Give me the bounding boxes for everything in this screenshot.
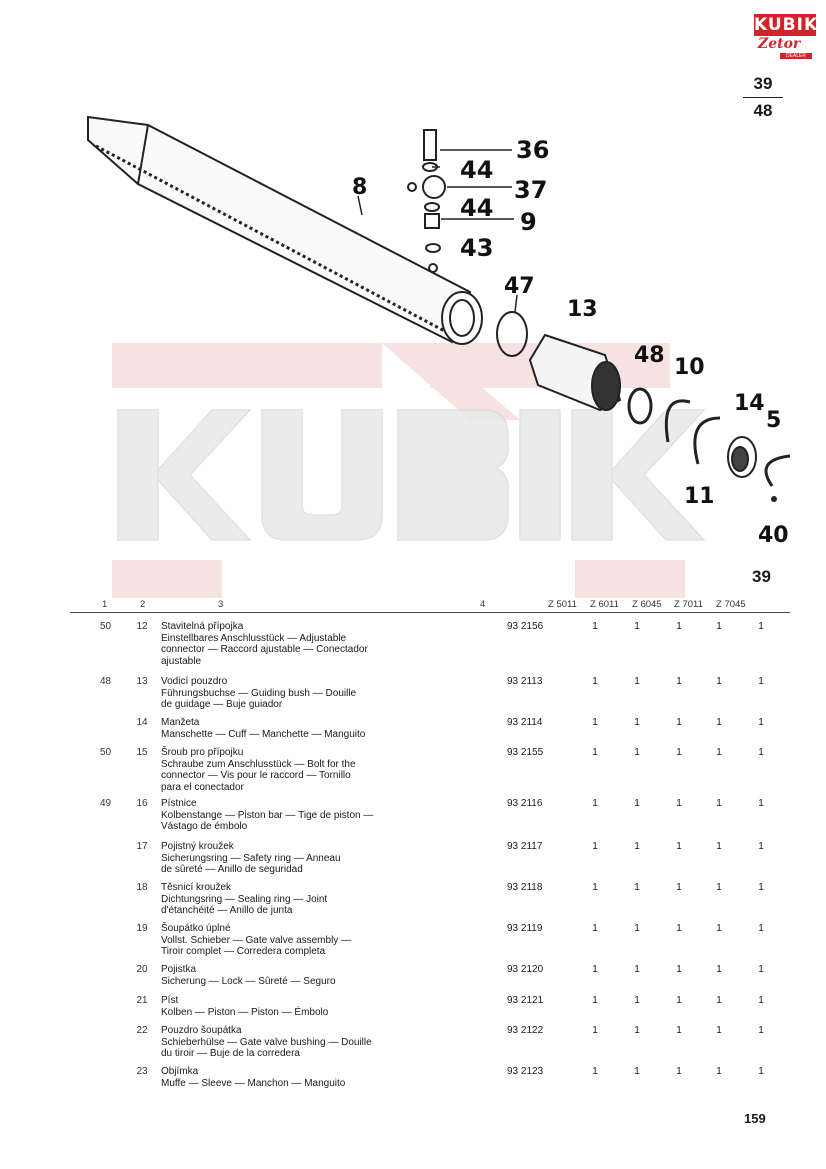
fraction-denominator: 48 xyxy=(753,101,773,120)
callout-48: 48 xyxy=(634,343,665,368)
description-translation: d'étanchéité — Anillo de junta xyxy=(161,905,293,916)
callout-10: 10 xyxy=(674,355,705,380)
col-header-model-4: Z 7011 xyxy=(674,599,703,610)
callout-13: 13 xyxy=(567,297,598,322)
logo-name: KUBIK xyxy=(754,15,819,35)
callout-14: 14 xyxy=(734,391,765,416)
row-qty-model-4: 1 xyxy=(716,995,722,1006)
row-qty-model-4: 1 xyxy=(716,841,722,852)
description-translation: Schraube zum Anschlusstück — Bolt for the xyxy=(161,758,356,770)
description-czech: Těsnicí kroužek xyxy=(161,882,232,893)
row-qty-model-2: 1 xyxy=(634,995,640,1006)
description-translation: Dichtungsring — Sealing ring — Joint xyxy=(161,893,328,905)
col-header-model-3: Z 6045 xyxy=(632,599,662,610)
row-qty-model-5: 1 xyxy=(758,923,764,934)
description-czech: Šoupátko úplné xyxy=(161,923,231,934)
description-translation: du tiroir — Buje de la corredera xyxy=(161,1048,300,1059)
row-qty-model-3: 1 xyxy=(676,676,682,687)
description-translation: connector — Vis pour le raccord — Tornillo xyxy=(161,770,351,781)
row-qty-model-4: 1 xyxy=(716,676,722,687)
callout-8: 8 xyxy=(352,175,368,200)
row-description xyxy=(161,717,431,740)
row-description xyxy=(161,995,431,1018)
row-qty-model-4: 1 xyxy=(716,882,722,893)
row-index: 17 xyxy=(136,841,148,852)
row-qty-model-5: 1 xyxy=(758,717,764,728)
row-qty-model-2: 1 xyxy=(634,798,640,809)
callout-47: 47 xyxy=(504,274,535,299)
row-pos: 49 xyxy=(100,798,112,809)
row-qty-model-1: 1 xyxy=(592,798,598,809)
callout-40: 40 xyxy=(758,523,789,548)
row-description xyxy=(161,676,431,711)
row-qty-model-5: 1 xyxy=(758,621,764,632)
description-translation: Kolben — Piston — Piston — Émbolo xyxy=(161,1006,329,1018)
row-qty-model-1: 1 xyxy=(592,717,598,728)
description-czech: Objímka xyxy=(161,1066,199,1077)
row-part-number: 93 2155 xyxy=(507,747,544,758)
section-number: 39 xyxy=(752,567,771,586)
row-description xyxy=(161,1025,431,1060)
banjo-bolt-group xyxy=(408,130,445,252)
row-qty-model-2: 1 xyxy=(634,747,640,758)
description-translation: Einstellbares Anschlusstück — Adjustable xyxy=(161,632,347,644)
row-qty-model-3: 1 xyxy=(676,621,682,632)
row-part-number: 93 2116 xyxy=(507,798,543,809)
row-qty-model-3: 1 xyxy=(676,798,682,809)
row-pos: 50 xyxy=(100,621,112,632)
description-translation: Führungsbuchse — Guiding bush — Douille xyxy=(161,687,357,699)
row-pos: 50 xyxy=(100,747,112,758)
row-qty-model-2: 1 xyxy=(634,882,640,893)
row-qty-model-2: 1 xyxy=(634,841,640,852)
row-description xyxy=(161,841,431,876)
row-description xyxy=(161,747,431,793)
row-index: 19 xyxy=(136,923,148,934)
row-qty-model-2: 1 xyxy=(634,621,640,632)
row-part-number: 93 2122 xyxy=(507,1025,544,1036)
row-description xyxy=(161,798,431,833)
row-qty-model-5: 1 xyxy=(758,1025,764,1036)
row-qty-model-4: 1 xyxy=(716,798,722,809)
row-index: 21 xyxy=(136,995,148,1006)
row-qty-model-5: 1 xyxy=(758,1066,764,1077)
description-czech: Píst xyxy=(161,995,179,1006)
row-qty-model-4: 1 xyxy=(716,717,722,728)
description-translation: ajustable xyxy=(161,655,202,667)
col-header-model-1: Z 5011 xyxy=(548,599,577,610)
logo-tag: DEALER xyxy=(780,53,812,59)
description-translation: Sicherungsring — Safety ring — Anneau xyxy=(161,852,341,864)
row-qty-model-4: 1 xyxy=(716,747,722,758)
header-rule xyxy=(70,612,790,613)
row-index: 13 xyxy=(136,676,148,687)
row-qty-model-1: 1 xyxy=(592,841,598,852)
description-translation: Manschette — Cuff — Manchette — Manguito xyxy=(161,728,366,740)
description-czech: Stavitelná přípojka xyxy=(161,621,244,632)
callout-9: 9 xyxy=(520,208,537,236)
row-qty-model-3: 1 xyxy=(676,747,682,758)
row-index: 14 xyxy=(136,717,148,728)
row-qty-model-5: 1 xyxy=(758,995,764,1006)
row-qty-model-3: 1 xyxy=(676,1066,682,1077)
row-index: 18 xyxy=(136,882,148,893)
row-index: 15 xyxy=(136,747,148,758)
row-part-number: 93 2119 xyxy=(507,923,543,934)
callout-44-b: 44 xyxy=(460,194,494,222)
col-header-model-2: Z 6011 xyxy=(590,599,619,610)
row-part-number: 93 2113 xyxy=(507,676,543,687)
col-header-4: 4 xyxy=(480,599,486,610)
row-qty-model-2: 1 xyxy=(634,1025,640,1036)
col-header-1: 1 xyxy=(102,599,108,610)
row-index: 12 xyxy=(136,621,148,632)
row-qty-model-1: 1 xyxy=(592,1066,598,1077)
row-index: 20 xyxy=(136,964,148,975)
row-qty-model-3: 1 xyxy=(676,841,682,852)
row-qty-model-2: 1 xyxy=(634,676,640,687)
description-translation: Kolbenstange — Piston bar — Tige de piston — xyxy=(161,809,374,821)
row-index: 23 xyxy=(136,1066,148,1077)
description-czech: Pouzdro šoupátka xyxy=(161,1025,242,1036)
callout-43: 43 xyxy=(460,234,494,262)
row-qty-model-1: 1 xyxy=(592,676,598,687)
description-translation: Muffe — Sleeve — Manchon — Manguito xyxy=(161,1077,346,1089)
page-number: 159 xyxy=(744,1111,766,1126)
row-part-number: 93 2123 xyxy=(507,1066,544,1077)
description-czech: Manžeta xyxy=(161,717,200,728)
row-description xyxy=(161,964,431,987)
row-qty-model-4: 1 xyxy=(716,923,722,934)
row-qty-model-2: 1 xyxy=(634,1066,640,1077)
row-qty-model-4: 1 xyxy=(716,964,722,975)
row-part-number: 93 2120 xyxy=(507,964,544,975)
row-qty-model-5: 1 xyxy=(758,676,764,687)
description-czech: Pojistka xyxy=(161,964,197,975)
col-header-model-5: Z 7045 xyxy=(716,599,746,610)
row-qty-model-3: 1 xyxy=(676,995,682,1006)
row-part-number: 93 2114 xyxy=(507,717,543,728)
row-qty-model-3: 1 xyxy=(676,964,682,975)
row-qty-model-1: 1 xyxy=(592,995,598,1006)
row-qty-model-4: 1 xyxy=(716,621,722,632)
row-part-number: 93 2117 xyxy=(507,841,543,852)
row-qty-model-2: 1 xyxy=(634,717,640,728)
fraction-numerator: 39 xyxy=(753,74,773,93)
row-qty-model-1: 1 xyxy=(592,882,598,893)
cylinder-tube xyxy=(88,117,482,344)
description-translation: Vollst. Schieber — Gate valve assembly — xyxy=(161,934,352,946)
row-qty-model-2: 1 xyxy=(634,923,640,934)
row-part-number: 93 2118 xyxy=(507,882,543,893)
row-qty-model-3: 1 xyxy=(676,882,682,893)
description-translation: para el conectador xyxy=(161,781,244,793)
row-qty-model-1: 1 xyxy=(592,923,598,934)
cuff xyxy=(728,437,756,477)
row-description xyxy=(161,882,431,917)
description-translation: connector — Raccord ajustable — Conectador xyxy=(161,644,368,655)
row-qty-model-4: 1 xyxy=(716,1025,722,1036)
callout-44: 44 xyxy=(460,156,494,184)
diagram-callouts xyxy=(352,136,789,548)
col-header-3: 3 xyxy=(218,599,224,610)
row-qty-model-1: 1 xyxy=(592,964,598,975)
description-czech: Pojistný kroužek xyxy=(161,841,234,852)
row-description xyxy=(161,621,431,667)
row-pos: 48 xyxy=(100,676,112,687)
callout-36: 36 xyxy=(516,136,550,164)
row-qty-model-4: 1 xyxy=(716,1066,722,1077)
callout-37: 37 xyxy=(514,176,548,204)
row-qty-model-1: 1 xyxy=(592,747,598,758)
description-czech: Pístnice xyxy=(161,798,197,809)
row-part-number: 93 2156 xyxy=(507,621,544,632)
guiding-bush xyxy=(530,335,620,410)
row-qty-model-3: 1 xyxy=(676,717,682,728)
row-description xyxy=(161,1066,431,1089)
description-translation: Sicherung — Lock — Sûreté — Seguro xyxy=(161,975,336,987)
row-qty-model-5: 1 xyxy=(758,841,764,852)
row-qty-model-3: 1 xyxy=(676,1025,682,1036)
description-translation: Tiroir complet — Corredera completa xyxy=(161,946,326,957)
row-qty-model-5: 1 xyxy=(758,798,764,809)
row-qty-model-5: 1 xyxy=(758,882,764,893)
description-czech: Šroub pro přípojku xyxy=(161,747,244,758)
row-qty-model-5: 1 xyxy=(758,747,764,758)
row-qty-model-2: 1 xyxy=(634,964,640,975)
row-qty-model-5: 1 xyxy=(758,964,764,975)
description-translation: Vástago de émbolo xyxy=(161,821,248,832)
logo-sub: Zetor xyxy=(758,36,801,52)
row-index: 22 xyxy=(136,1025,148,1036)
description-translation: de guidage — Buje guiador xyxy=(161,699,283,710)
description-czech: Vodicí pouzdro xyxy=(161,676,228,687)
row-index: 16 xyxy=(136,798,148,809)
col-header-2: 2 xyxy=(140,599,146,610)
callout-5: 5 xyxy=(766,408,782,433)
callout-11: 11 xyxy=(684,484,715,509)
row-description xyxy=(161,923,431,958)
row-qty-model-1: 1 xyxy=(592,1025,598,1036)
description-translation: Schieberhülse — Gate valve bushing — Douille xyxy=(161,1036,372,1048)
row-part-number: 93 2121 xyxy=(507,995,544,1006)
description-translation: de sûreté — Anillo de seguridad xyxy=(161,864,303,875)
row-qty-model-1: 1 xyxy=(592,621,598,632)
row-qty-model-3: 1 xyxy=(676,923,682,934)
